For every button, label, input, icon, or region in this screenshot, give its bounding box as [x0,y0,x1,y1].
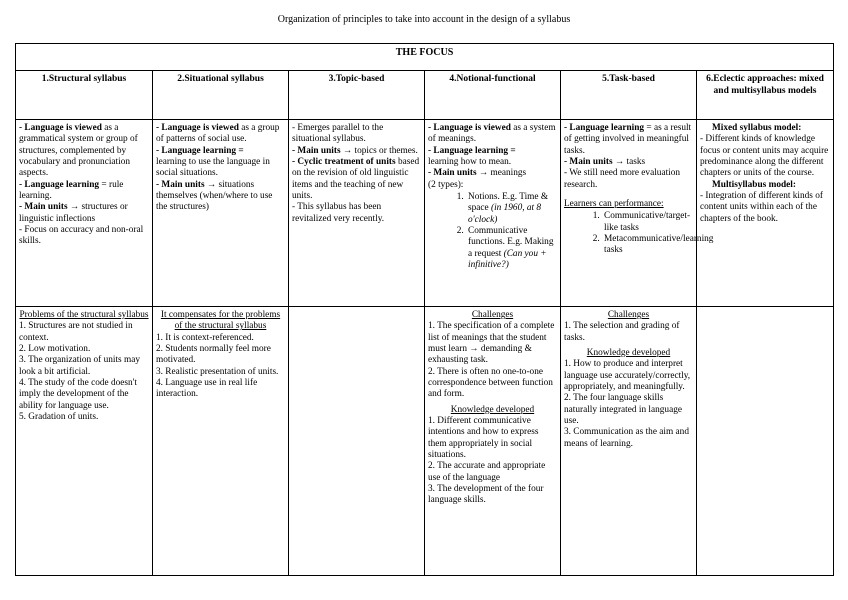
task-performance-list [564,211,714,256]
focus-header: THE FOCUS [16,44,834,71]
notional-lv-label: - Language is viewed [428,123,511,133]
structural-description [16,120,153,307]
list-item: 2. Metacommunicative/learning tasks [602,234,693,257]
notional-knowledge-title: Knowledge developed [450,404,535,415]
task-performance-title: Learners can performance: [564,198,664,209]
notional-functions-text: Communicative functions. E.g. Making a request [468,225,554,259]
structural-lv-label: - Language is viewed [19,123,102,133]
notional-mu-text: → meanings [476,168,527,179]
task-mu-label: - Main units [564,156,613,167]
structural-ll-label: - Language learning [19,179,100,190]
situational-ll-eq: = [236,145,244,156]
list-item: 1. Different communicative intentions and how to express them appropriately in social situations. [428,415,539,460]
situational-ll-label: - Language learning [156,145,237,156]
list-item: 4. The study of the code doesn't imply the development of the ability for language use. [19,377,137,411]
list-item: 1. It is context-referenced. [156,332,254,343]
list-item: 1. How to produce and interpret language use accurately/correctly, appropriately, and meaningfully. [564,359,691,392]
eclectic-empty-cell [697,307,834,576]
list-item: 3. Realistic presentation of units. [156,366,279,377]
list-item [466,192,557,226]
topic-ct-label: - Cyclic treatment of units [292,156,396,167]
eclectic-mixed-text: - Different kinds of knowledge focus or content units may acquire predominance along the different chapters or units of the course. [700,134,829,179]
situational-description [153,120,289,307]
task-description [561,120,714,307]
topic-mu-label: - Main units [292,145,341,156]
task-challenges [561,307,697,576]
col-header-situational: 2.Situational syllabus [153,71,289,120]
structural-ll-text: = rule learning. [19,179,124,201]
notional-notions-text: Notions. E.g. Time & space [468,191,549,214]
task-ll-text: = as a result of getting involved in meaningful tasks. [564,123,692,156]
situational-mu-text: → situations themselves (when/where to use the structures) [156,179,273,213]
task-challenges-title: Challenges [607,310,650,320]
notional-lv-text: as a system of meanings. [428,123,556,145]
eclectic-multi-title: Multisyllabus model: [712,179,796,190]
structural-problems-title: Problems of the structural syllabus [19,310,149,320]
structural-focus: - Focus on accuracy and non-oral skills. [19,224,144,247]
notional-types: (2 types): [428,179,464,190]
list-item: 1. Communicative/target-like tasks [602,211,693,234]
eclectic-multi-text: - Integration of different kinds of content units within each of the chapters of the book. [700,190,823,224]
col-header-task: 5.Task-based [561,71,697,120]
col-header-eclectic: 6.Eclectic approaches: mixed and multisyllabus models [697,71,834,120]
notional-challenges [425,307,561,576]
topic-empty-cell [289,307,425,576]
list-item: 2. The accurate and appropriate use of the language [428,461,546,483]
situational-lv-text: as a group of patterns of social use. [156,123,280,145]
notional-notions-example: (in 1960, at 8 o'clock) [468,203,542,225]
list-item: 2. The four language skills naturally integrated in language use. [564,393,682,426]
col-header-topic: 3.Topic-based [289,71,425,120]
task-knowledge-title: Knowledge developed [586,347,671,358]
situational-comp-title: It compensates for the problems of the structural syllabus [160,310,281,332]
list-item: 1. The specification of a complete list of meanings that the student must learn → demanding & exhausting task. [428,321,555,366]
structural-mu-label: - Main units [19,202,68,213]
col-header-notional: 4.Notional-functional [425,71,561,120]
notional-ll-eq: = [508,145,516,156]
notional-challenges-title: Challenges [471,310,514,320]
topic-line-4: - This syllabus has been revitalized very recently. [292,202,385,224]
task-mu-text: → tasks [612,156,646,167]
list-item: 4. Language use in real life interaction. [156,377,258,400]
list-item: 1. Structures are not studied in context. [19,321,133,343]
notional-mu-label: - Main units [428,168,477,179]
situational-lv-label: - Language is viewed [156,123,239,133]
list-item: 2. Low motivation. [19,343,91,354]
list-item: 5. Gradation of units. [19,411,99,422]
list-item: 3. The development of the four language skills. [428,483,544,506]
structural-lv-text: as a grammatical system or group of structures, complemented by vocabulary and pronunciation aspects. [19,123,138,179]
task-line-3: - We still need more evaluation research. [564,168,681,190]
list-item: 2. There is often no one-to-one correspondence between function and form. [428,366,553,400]
notional-functions-example: (Can you + infinitive?) [468,248,547,270]
situational-ll-text: learning to use the language in social situations. [156,156,270,179]
task-ll-label: - Language learning [564,123,645,133]
situational-compensation [153,307,289,576]
document-title: Organization of principles to take into account in the design of a syllabus [277,14,571,25]
list-item: 3. Communication as the aim and means of learning. [564,427,689,449]
situational-mu-label: - Main units [156,179,205,190]
syllabus-table [15,43,834,576]
topic-mu-text: → topics or themes. [340,145,418,156]
notional-description [425,120,561,307]
topic-line-1: - Emerges parallel to the situational syllabus. [292,123,384,145]
notional-ll-text: learning how to mean. [428,156,512,167]
list-item: 3. The organization of units may look a bit artificial. [19,355,141,377]
list-item: 2. Students normally feel more motivated. [156,343,271,366]
topic-description [289,120,425,307]
structural-mu-text: → structures or linguistic inflections [19,202,128,224]
eclectic-mixed-title: Mixed syllabus model: [712,123,802,133]
list-item: 1. The selection and grading of tasks. [564,321,680,343]
col-header-structural: 1.Structural syllabus [16,71,153,120]
structural-problems [16,307,153,576]
topic-ct-text: based on the revision of old linguistic items and the teaching of new units. [292,156,420,201]
notional-meaning-list [428,192,557,271]
eclectic-description [697,120,834,307]
list-item [466,226,557,271]
notional-ll-label: - Language learning [428,145,509,156]
